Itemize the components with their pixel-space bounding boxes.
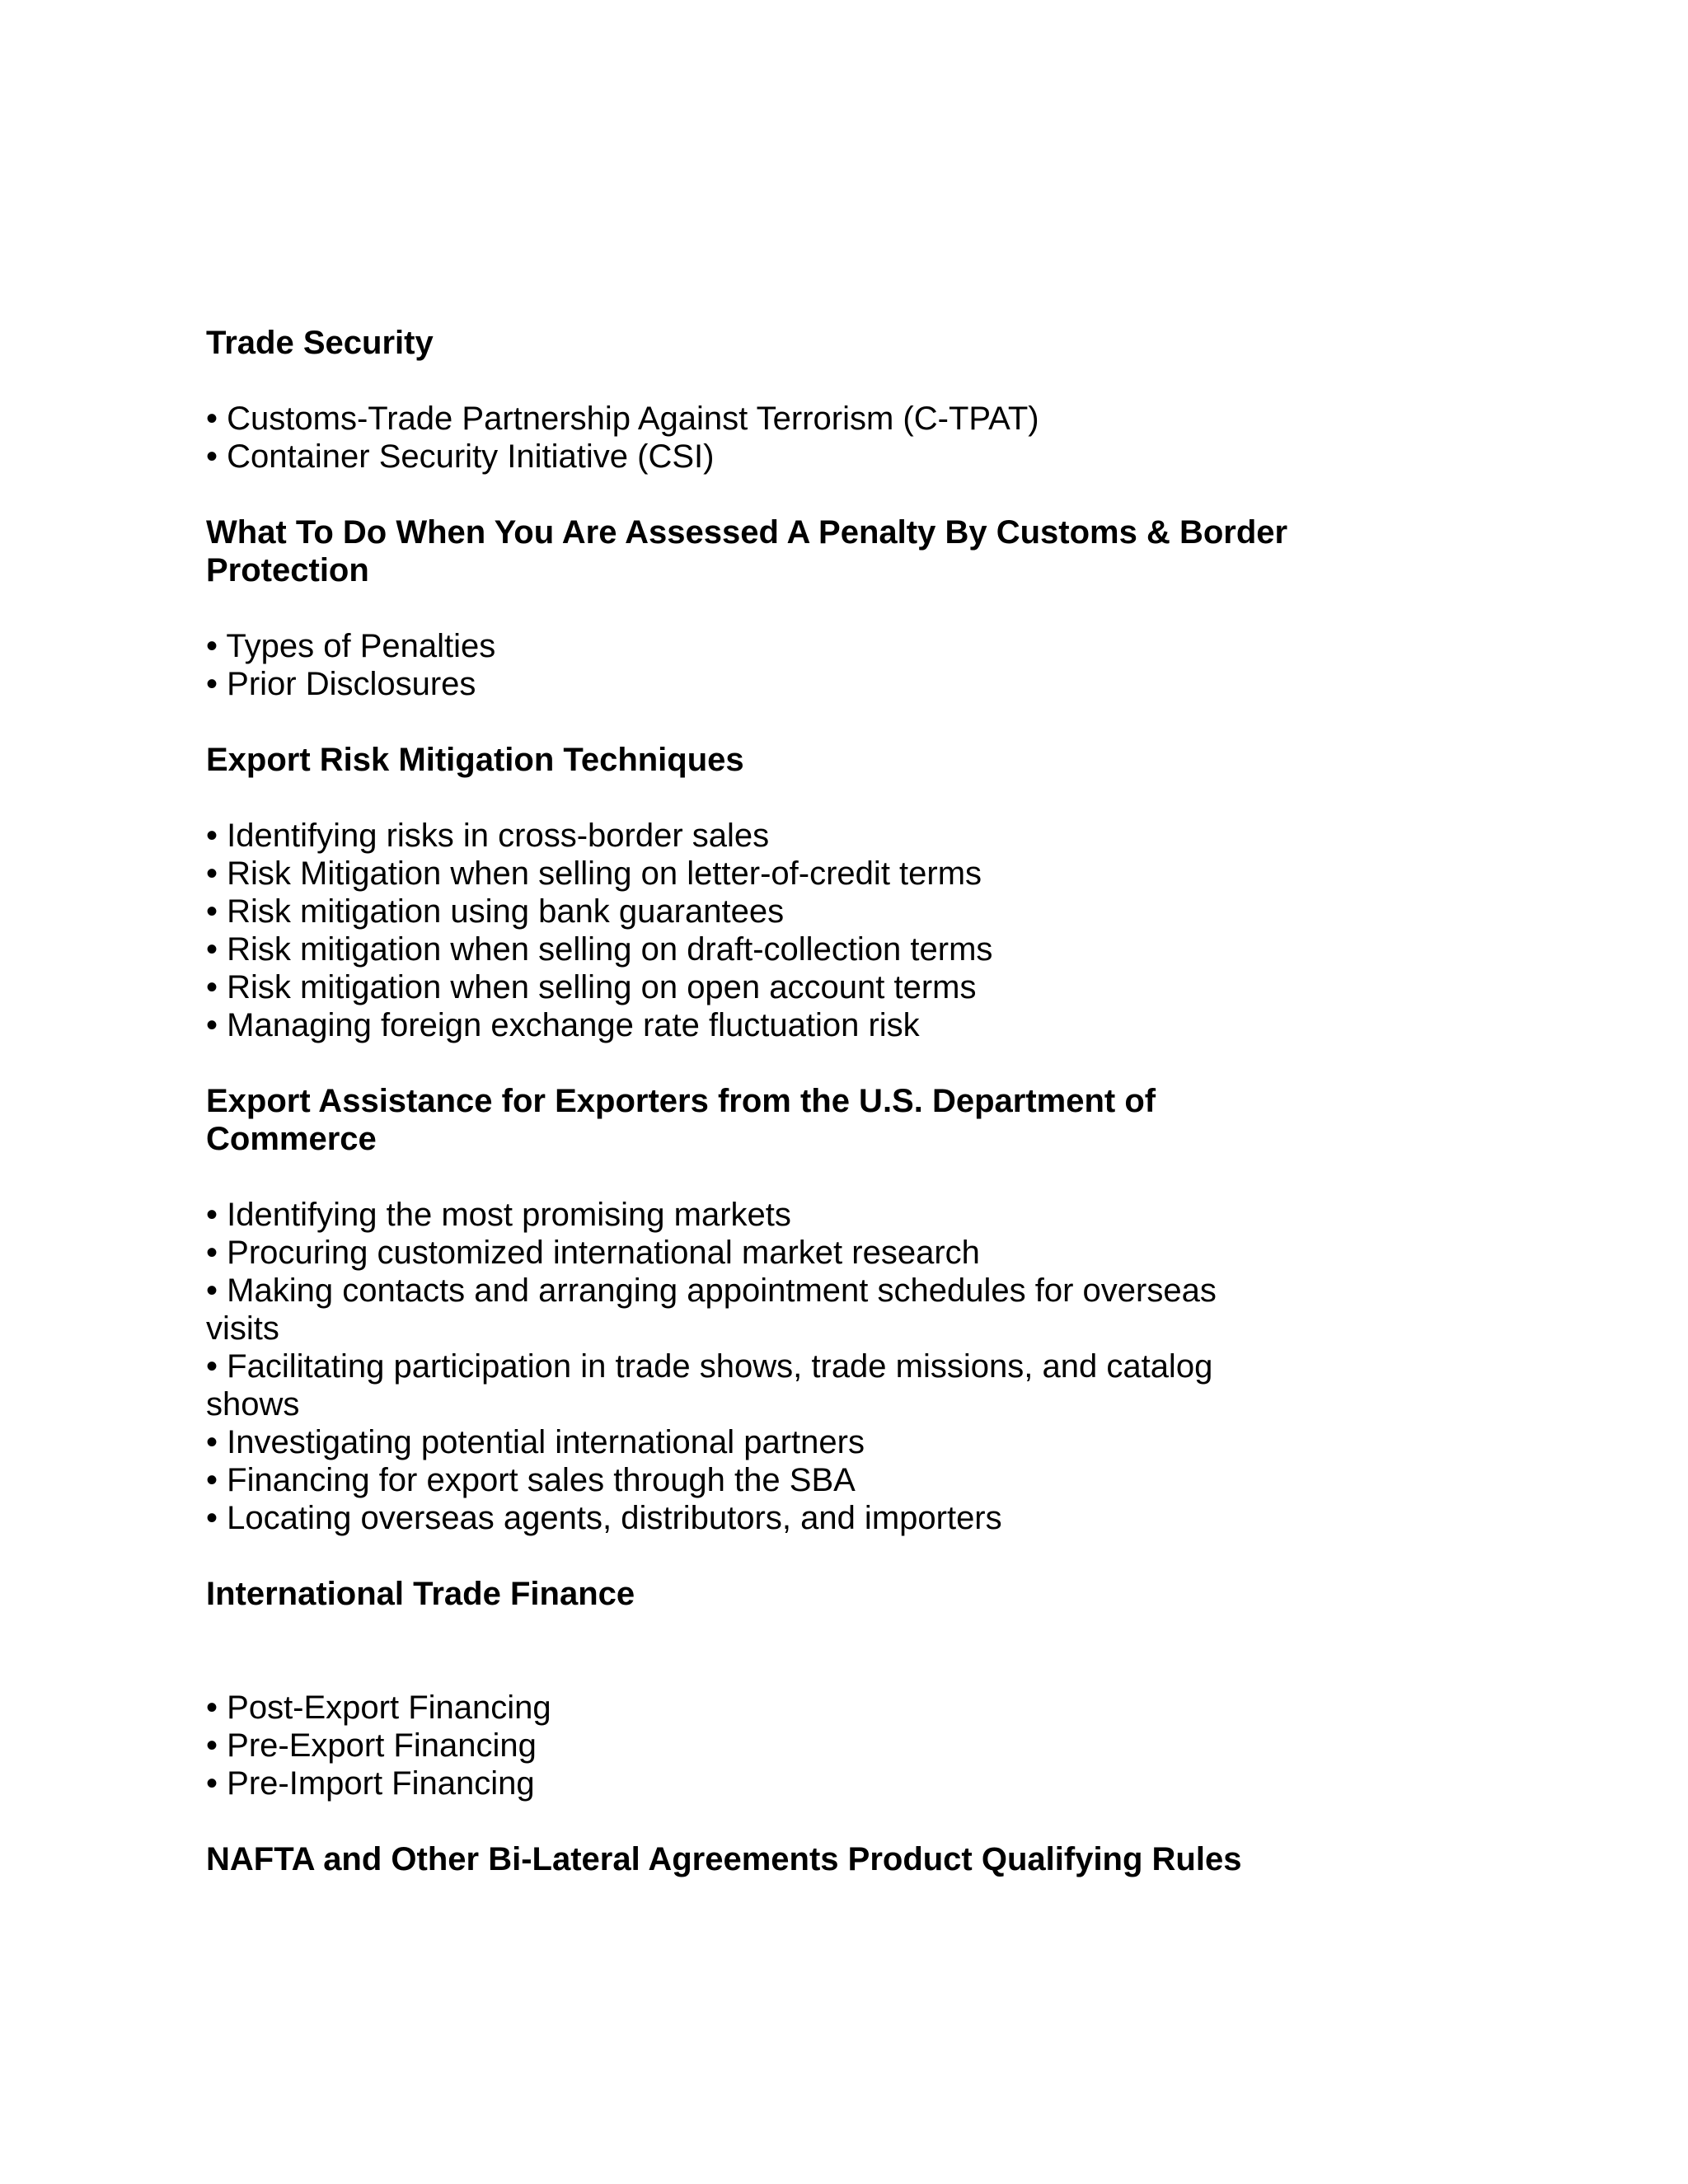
penalty-list <box>206 627 1294 703</box>
list-item: • Post-Export Financing <box>206 1690 551 1726</box>
list-item: • Pre-Import Financing <box>206 1765 535 1802</box>
section-heading-export-risk: Export Risk Mitigation Techniques <box>206 742 744 778</box>
section-heading-export-assistance: Export Assistance for Exporters from the U.S. Department of Commerce <box>206 1083 1156 1157</box>
list-item: • Customs-Trade Partnership Against Terrorism (C-TPAT) <box>206 401 1039 437</box>
section-heading-trade-finance: International Trade Finance <box>206 1576 635 1612</box>
list-item: • Identifying the most promising markets <box>206 1197 791 1233</box>
list-item: • Risk Mitigation when selling on letter-of-credit terms <box>206 855 982 892</box>
list-item: • Investigating potential international partners <box>206 1424 865 1460</box>
trade-security-list <box>206 400 1294 476</box>
export-assistance-list <box>206 1196 1294 1537</box>
trade-finance-list <box>206 1689 1294 1802</box>
list-item: • Locating overseas agents, distributors, and importers <box>206 1500 1002 1536</box>
list-item: • Facilitating participation in trade shows, trade missions, and catalog shows <box>206 1348 1213 1422</box>
section-heading-trade-security: Trade Security <box>206 325 434 361</box>
list-item: • Risk mitigation when selling on open account terms <box>206 969 977 1005</box>
export-risk-list <box>206 817 1294 1044</box>
list-item: • Risk mitigation when selling on draft-collection terms <box>206 931 993 968</box>
list-item: • Managing foreign exchange rate fluctuation risk <box>206 1007 920 1043</box>
list-item: • Identifying risks in cross-border sales <box>206 818 770 854</box>
list-item: • Risk mitigation using bank guarantees <box>206 893 785 930</box>
list-item: • Procuring customized international market research <box>206 1235 980 1271</box>
list-item: • Container Security Initiative (CSI) <box>206 438 715 475</box>
list-item: • Prior Disclosures <box>206 666 476 702</box>
list-item: • Pre-Export Financing <box>206 1727 537 1764</box>
section-heading-penalty: What To Do When You Are Assessed A Penalty By Customs & Border Protection <box>206 514 1288 588</box>
document-page <box>206 324 1294 1878</box>
list-item: • Financing for export sales through the SBA <box>206 1462 856 1498</box>
list-item: • Types of Penalties <box>206 628 496 664</box>
list-item: • Making contacts and arranging appointment schedules for overseas visits <box>206 1272 1217 1347</box>
section-heading-nafta: NAFTA and Other Bi-Lateral Agreements Product Qualifying Rules <box>206 1841 1242 1877</box>
